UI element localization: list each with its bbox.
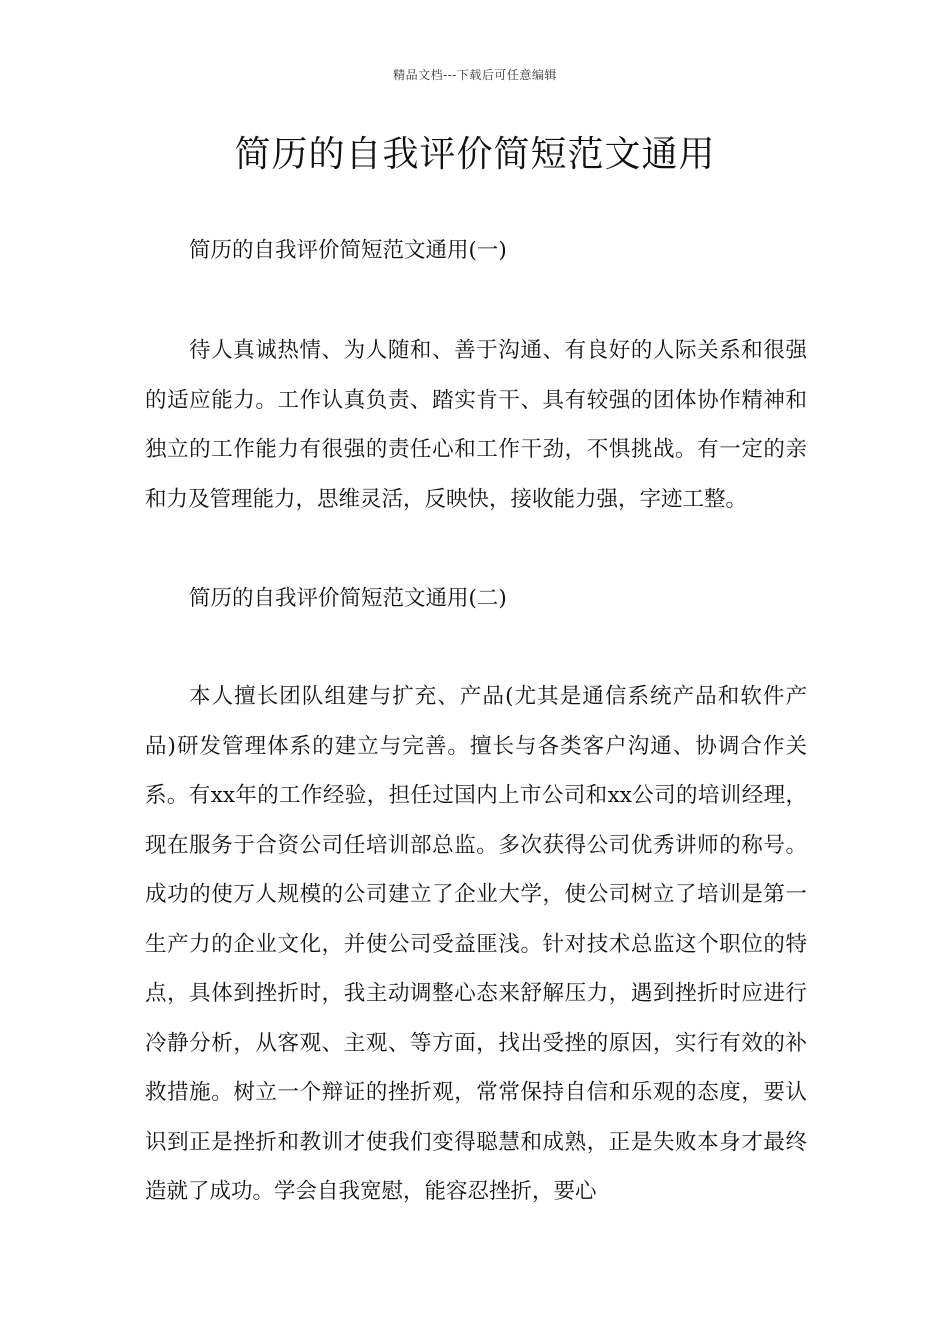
header-note: 精品文档---下载后可任意编辑 <box>393 68 557 82</box>
section-heading-1: 简历的自我评价简短范文通用(一) <box>189 238 507 263</box>
section-body-1: 待人真诚热情、为人随和、善于沟通、有良好的人际关系和很强的适应能力。工作认真负责、踏实肯干、具有较强的团体协作精神和独立的工作能力有很强的责任心和工作干劲，不惧挑战。有一定的亲和力及管理能力，思维灵活，反映快，接收能力强，字迹工整。 <box>145 338 807 512</box>
document-title: 简历的自我评价简短范文通用 <box>234 134 716 175</box>
section-body-2: 本人擅长团队组建与扩充、产品(尤其是通信系统产品和软件产品)研发管理体系的建立与完善。擅长与各类客户沟通、协调合作关系。有xx年的工作经验，担任过国内上市公司和xx公司的培训经理，现在服务于合资公司任培训部总监。多次获得公司优秀讲师的称号。成功的使万人规模的公司建立了企业大学，使公司树立了培训是第一生产力的企业文化，并使公司受益匪浅。针对技术总监这个职位的特点，具体到挫折时，我主动调整心态来舒解压力，遇到挫折时应进行冷静分析，从客观、主观、等方面，找出受挫的原因，实行有效的补救措施。树立一个辩证的挫折观，常常保持自信和乐观的态度，要认识到正是挫折和教训才使我们变得聪慧和成熟，正是失败本身才最终造就了成功。学会自我宽慰，能容忍挫折，要心 <box>145 684 807 1204</box>
section-heading-2: 简历的自我评价简短范文通用(二) <box>189 586 507 611</box>
